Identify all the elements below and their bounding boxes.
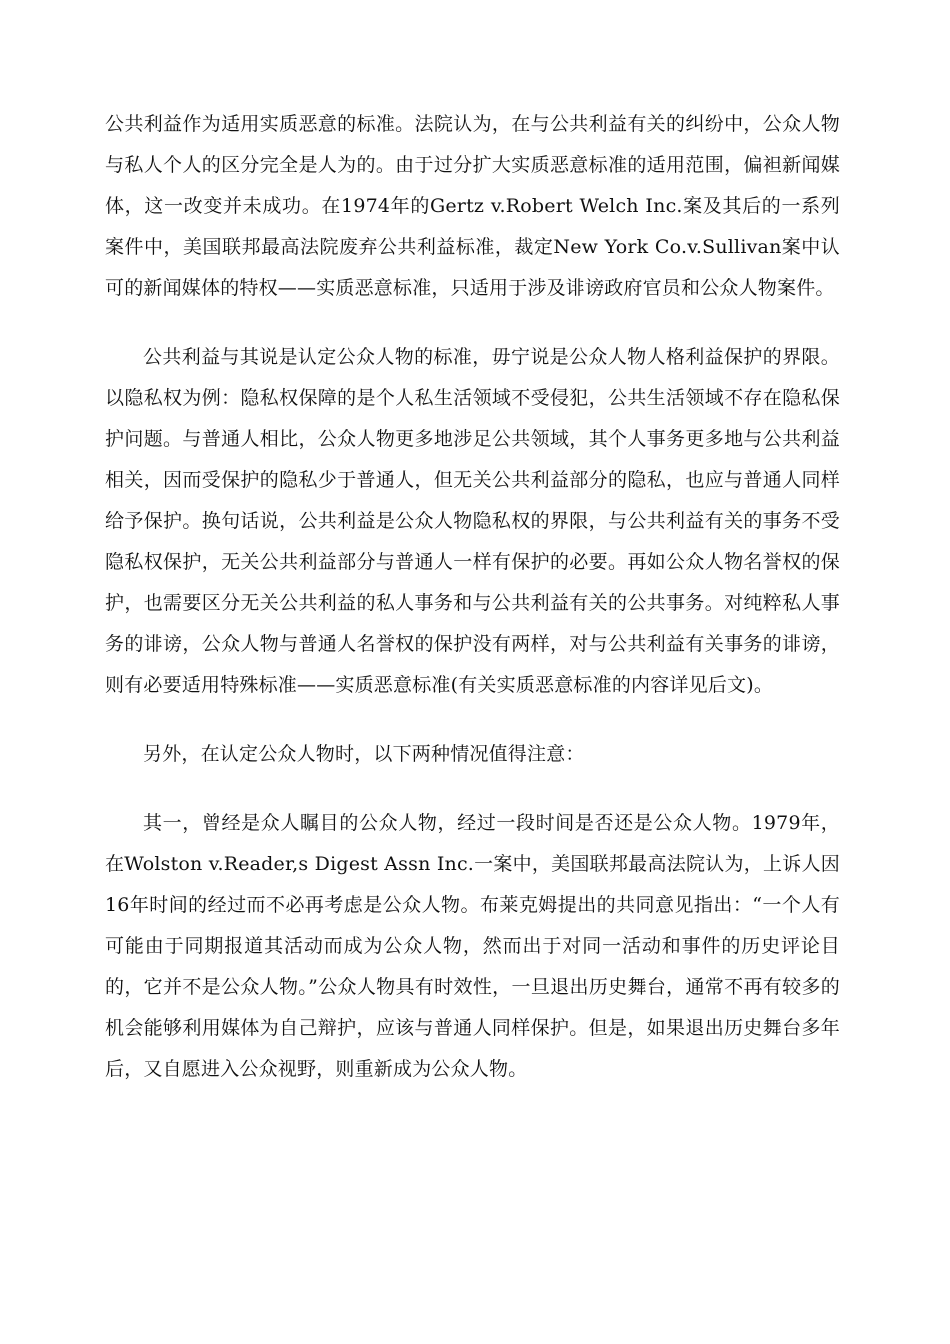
paragraph-2: 公共利益与其说是认定公众人物的标准，毋宁说是公众人物人格利益保护的界限。以隐私权为例：隐私权保障的是个人私生活领域不受侵犯，公共生活领域不存在隐私保护问题。与普通人相比，公众人物更多地涉足公共领域，其个人事务更多地与公共利益相关，因而受保护的隐私少于普通人，但无关公共利益部分的隐私，也应与普通人同样给予保护。换句话说，公共利益是公众人物隐私权的界限，与公共利益有关的事务不受隐私权保护，无关公共利益部分与普通人一样有保护的必要。再如公众人物名誉权的保护，也需要区分无关公共利益的私人事务和与公共利益有关的公共事务。对纯粹私人事务的诽谤，公众人物与普通人名誉权的保护没有两样，对与公共利益有关事务的诽谤，则有必要适用特殊标准——实质恶意标准(有关实质恶意标准的内容详见后文)。 <box>105 346 840 696</box>
paragraph-1: 公共利益作为适用实质恶意的标准。法院认为，在与公共利益有关的纠纷中，公众人物与私人个人的区分完全是人为的。由于过分扩大实质恶意标准的适用范围，偏袒新闻媒体，这一改变并未成功。在1974年的Gertz v.Robert Welch Inc.案及其后的一系列案件中，美国联邦最高法院废弃公共利益标准，裁定New York Co.v.Sullivan案中认可的新闻媒体的特权——实质恶意标准，只适用于涉及诽谤政府官员和公众人物案件。 <box>105 113 840 299</box>
paragraph-4: 其一，曾经是众人瞩目的公众人物，经过一段时间是否还是公众人物。1979年，在Wolston v.Reader,s Digest Assn Inc.一案中，美国联邦最高法院认为，上诉人因16年时间的经过而不必再考虑是公众人物。布莱克姆提出的共同意见指出：“一个人有可能由于同期报道其活动而成为公众人物，然而出于对同一活动和事件的历史评论目的，它并不是公众人物。”公众人物具有时效性，一旦退出历史舞台，通常不再有较多的机会能够利用媒体为自己辩护，应该与普通人同样保护。但是，如果退出历史舞台多年后，又自愿进入公众视野，则重新成为公众人物。 <box>105 812 840 1080</box>
paragraph-3: 另外，在认定公众人物时，以下两种情况值得注意： <box>143 743 585 765</box>
document-body <box>105 104 840 1090</box>
